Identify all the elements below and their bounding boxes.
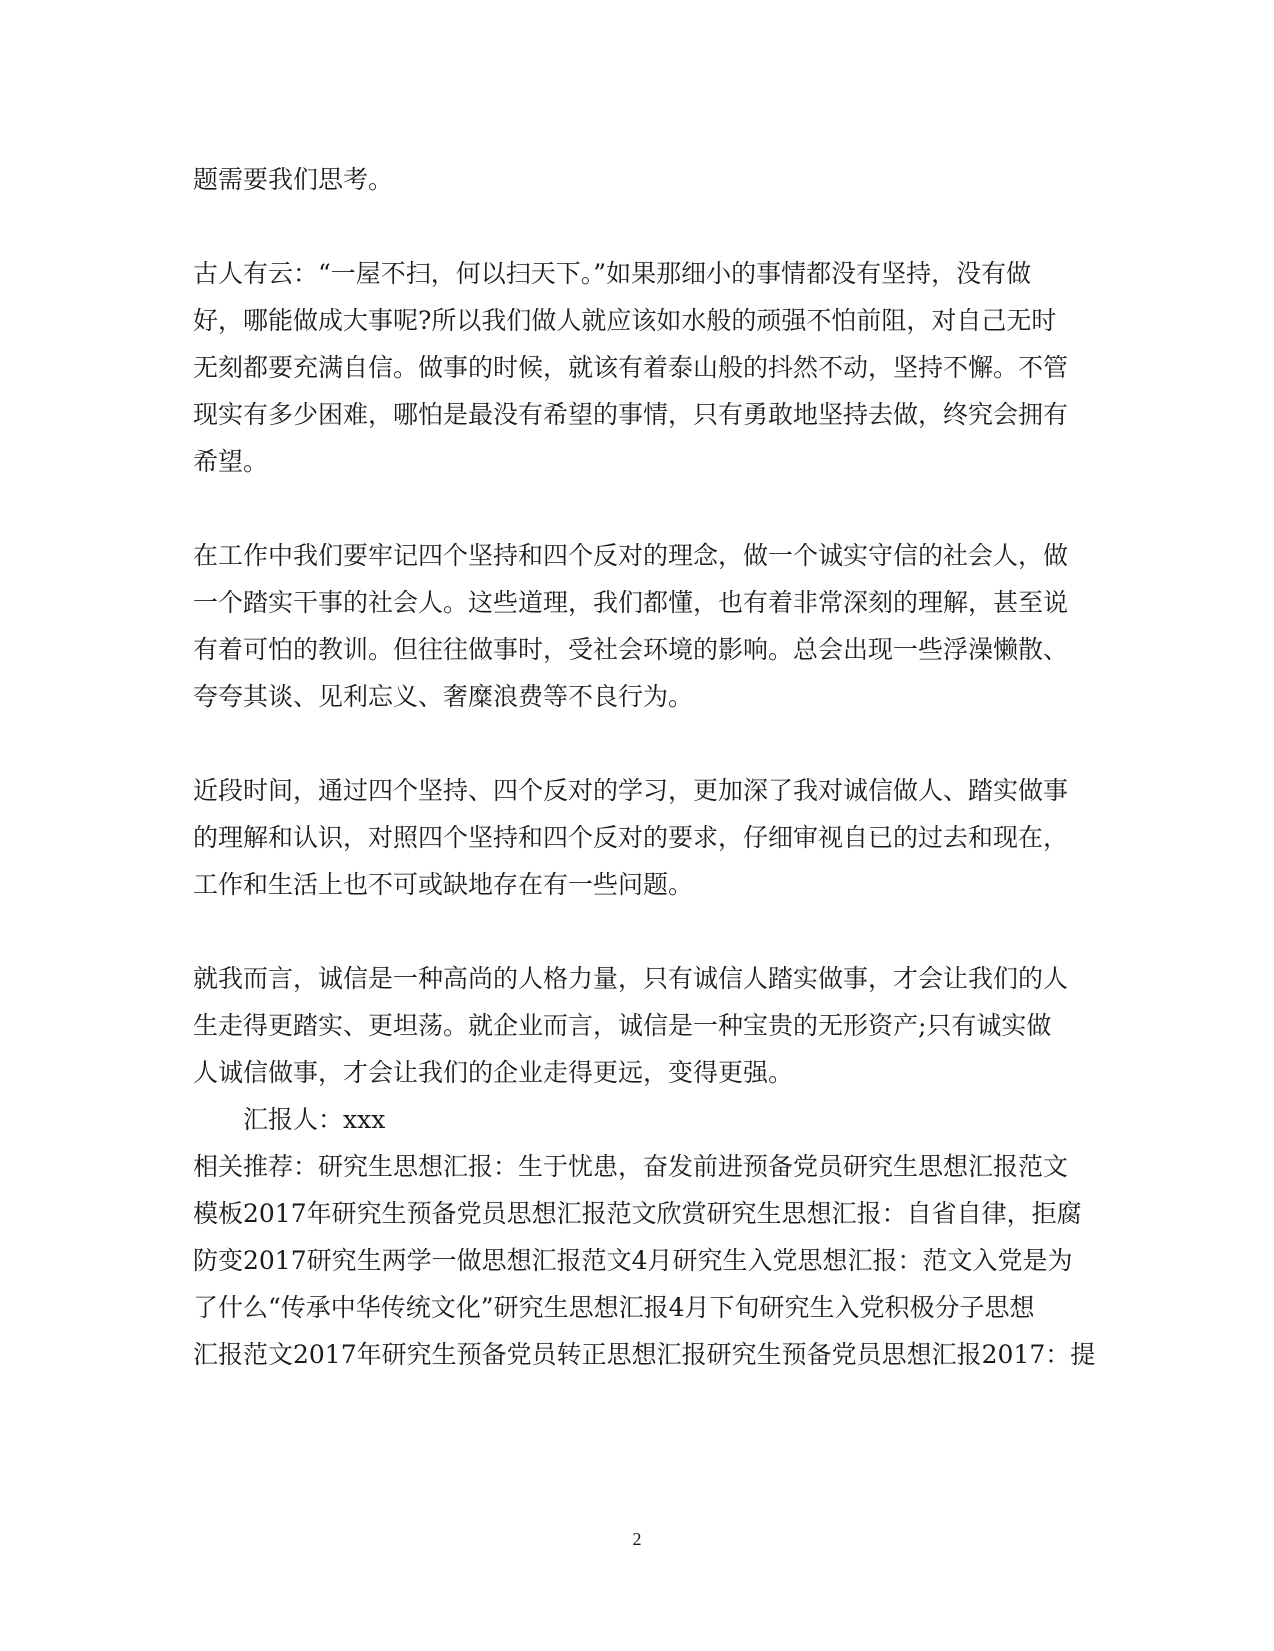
paragraph-2 xyxy=(193,250,1073,485)
text-line: 近段时间，通过四个坚持、四个反对的学习，更加深了我对诚信做人、踏实做事 xyxy=(193,776,1069,805)
paragraph-spacer xyxy=(193,485,1073,532)
paragraph-1 xyxy=(193,156,1073,203)
paragraph-3 xyxy=(193,532,1073,720)
text-line: 古人有云：“一屋不扫，何以扫天下。”如果那细小的事情都没有坚持，没有做 xyxy=(193,259,1032,288)
text-line: 一个踏实干事的社会人。这些道理，我们都懂，也有着非常深刻的理解，甚至说 xyxy=(193,588,1069,617)
paragraph-5 xyxy=(193,955,1073,1096)
paragraph-spacer xyxy=(193,908,1073,955)
paragraph-spacer xyxy=(193,720,1073,767)
text-line: 无刻都要充满自信。做事的时候，就该有着泰山般的抖然不动，坚持不懈。不管 xyxy=(193,353,1069,382)
document-body xyxy=(193,156,1096,1378)
text-line: 现实有多少困难，哪怕是最没有希望的事情，只有勇敢地坚持去做，终究会拥有 xyxy=(193,400,1069,429)
text-line: 希望。 xyxy=(193,447,269,476)
text-line: 夸夸其谈、见利忘义、奢糜浪费等不良行为。 xyxy=(193,682,694,711)
related-line: 了什么“传承中华传统文化”研究生思想汇报4月下旬研究生入党积极分子思想 xyxy=(193,1293,1035,1322)
related-line: 模板2017年研究生预备党员思想汇报范文欣赏研究生思想汇报：自省自律，拒腐 xyxy=(193,1199,1082,1228)
related-line: 相关推荐：研究生思想汇报：生于忧患，奋发前进预备党员研究生思想汇报范文 xyxy=(193,1152,1069,1181)
paragraph-spacer xyxy=(193,203,1073,250)
related-recommendations xyxy=(193,1143,1096,1378)
text-line: 就我而言，诚信是一种高尚的人格力量，只有诚信人踏实做事，才会让我们的人 xyxy=(193,964,1069,993)
text-line: 好，哪能做成大事呢?所以我们做人就应该如水般的顽强不怕前阻，对自己无时 xyxy=(193,306,1057,335)
related-line: 防变2017研究生两学一做思想汇报范文4月研究生入党思想汇报：范文入党是为 xyxy=(193,1246,1073,1275)
text-line: 有着可怕的教训。但往往做事时，受社会环境的影响。总会出现一些浮澡懒散、 xyxy=(193,635,1069,664)
page-number: 2 xyxy=(632,1529,642,1549)
text-line: 在工作中我们要牢记四个坚持和四个反对的理念，做一个诚实守信的社会人，做 xyxy=(193,541,1069,570)
text-line: 的理解和认识，对照四个坚持和四个反对的要求，仔细审视自已的过去和现在， xyxy=(193,823,1069,852)
reporter-line: 汇报人：xxx xyxy=(243,1105,386,1134)
text-line: 题需要我们思考。 xyxy=(193,165,394,194)
text-line: 人诚信做事，才会让我们的企业走得更远，变得更强。 xyxy=(193,1058,794,1087)
text-line: 生走得更踏实、更坦荡。就企业而言，诚信是一种宝贵的无形资产;只有诚实做 xyxy=(193,1011,1052,1040)
related-line: 汇报范文2017年研究生预备党员转正思想汇报研究生预备党员思想汇报2017：提 xyxy=(193,1340,1096,1369)
paragraph-4 xyxy=(193,767,1073,908)
text-line: 工作和生活上也不可或缺地存在有一些问题。 xyxy=(193,870,694,899)
